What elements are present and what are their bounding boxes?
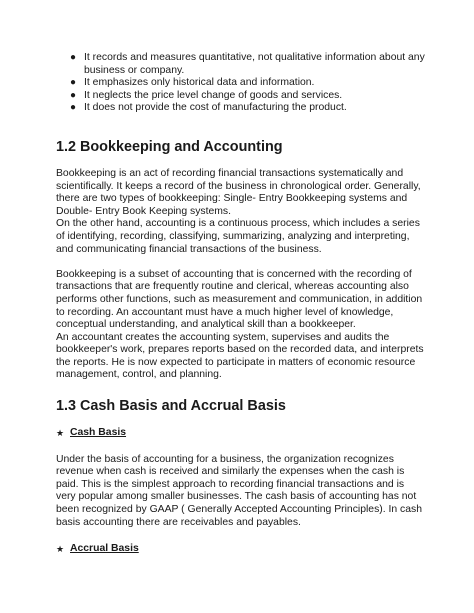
subheading-label: Accrual Basis — [70, 543, 139, 555]
bullet-list — [56, 52, 426, 115]
paragraph-bookkeeping-definition: Bookkeeping is an act of recording financial transactions systematically and scientifically. It keeps a record of the business in chronological order. Generally, there are two types of bookkeeping: Single- Entry Bookkeeping systems and Double- Entry Book Keeping systems. — [56, 167, 421, 217]
paragraph-accounting-definition: On the other hand, accounting is a continuous process, which includes a series of identifying, recording, classifying, summarizing, analyzing and interpreting, and communicating financial transactions of the business. — [56, 218, 420, 255]
paragraph-cash-basis: Under the basis of accounting for a business, the organization recognizes revenue when cash is received and similarly the expenses when the cash is paid. This is the simplest approach to recording financial transactions and is very popular among smaller businesses. The cash basis of accounting has not been recognized by GAAP ( Generally Accepted Accounting Principles). In cash basis accounting there are receivables and payables. — [56, 453, 422, 528]
list-item — [70, 77, 426, 90]
bullet-icon: ● — [70, 77, 77, 89]
bullet-text: It records and measures quantitative, not qualitative information about any business or company. — [84, 52, 425, 76]
list-item — [70, 90, 426, 103]
star-icon: ★ — [56, 428, 65, 439]
star-icon: ★ — [56, 544, 65, 555]
paragraph-accountant-role: An accountant creates the accounting system, supervises and audits the bookkeeper's work, prepares reports based on the recorded data, and interprets the reports. He is now expected to participate in matters of economic resource management, control, and planning. — [56, 331, 424, 381]
subheading-cash-basis — [56, 427, 426, 440]
bullet-icon: ● — [70, 102, 77, 114]
paragraph-bookkeeping-subset: Bookkeeping is a subset of accounting that is concerned with the recording of transactions that are frequently routine and clerical, whereas accounting also performs other functions, such as measurement and communication, in addition to recording. An accountant must have a much higher level of knowledge, conceptual understanding, and analytical skill than a bookkeeper. — [56, 268, 423, 331]
subheading-accrual-basis — [56, 543, 426, 556]
section-heading-cash-accrual: 1.3 Cash Basis and Accrual Basis — [56, 398, 286, 415]
subheading-label: Cash Basis — [70, 427, 127, 439]
bullet-text: It does not provide the cost of manufacturing the product. — [84, 102, 347, 114]
bullet-icon: ● — [70, 89, 77, 101]
list-item — [70, 102, 426, 115]
bullet-text: It neglects the price level change of goods and services. — [84, 89, 343, 101]
paragraph-gap — [56, 256, 426, 269]
list-item — [70, 52, 426, 77]
section-heading-bookkeeping: 1.2 Bookkeeping and Accounting — [56, 138, 283, 155]
bullet-icon: ● — [70, 52, 77, 63]
bullet-text: It emphasizes only historical data and information. — [84, 77, 315, 89]
